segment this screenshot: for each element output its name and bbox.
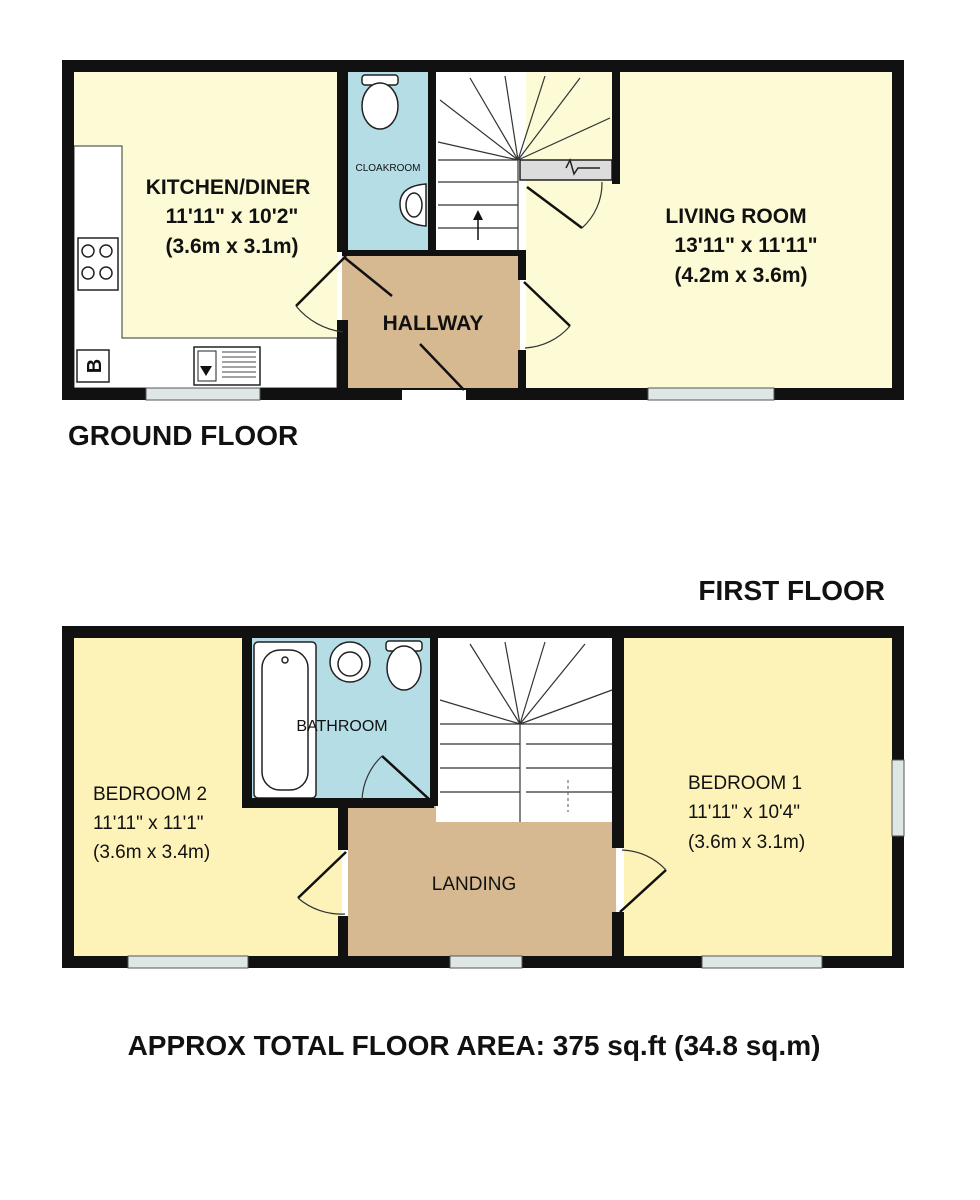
ground-floor-title: GROUND FLOOR <box>68 420 299 451</box>
bathroom-toilet-icon <box>386 641 422 690</box>
bedroom-1-front-window <box>702 956 822 968</box>
total-floor-area: APPROX TOTAL FLOOR AREA: 375 sq.ft (34.8 sq.m) <box>127 1030 821 1061</box>
living-room-size-imperial: 13'11" x 11'11" <box>674 234 818 257</box>
kitchen-window <box>146 388 260 400</box>
stair-cupboard <box>520 160 612 180</box>
bedroom-2-window <box>128 956 248 968</box>
bathroom-basin-icon <box>330 642 370 682</box>
kitchen-diner-name: KITCHEN/DINER <box>145 176 311 199</box>
living-room-name: LIVING ROOM <box>665 205 807 228</box>
bathroom-name: BATHROOM <box>296 718 388 735</box>
boiler-label: B <box>84 358 106 374</box>
living-room-window <box>648 388 774 400</box>
living-room-floor <box>526 72 892 388</box>
bedroom-2-size-imperial: 11'11" x 11'1" <box>93 813 204 834</box>
landing-name: LANDING <box>431 874 517 895</box>
bedroom-1-name: BEDROOM 1 <box>688 773 803 794</box>
cloakroom-name: CLOAKROOM <box>355 163 421 174</box>
hob-icon <box>78 238 118 290</box>
bedroom-1-floor <box>624 638 892 956</box>
bedroom-2-size-metric: (3.6m x 3.4m) <box>93 842 211 863</box>
first-stairs-floor <box>436 638 616 822</box>
landing-window <box>450 956 522 968</box>
bedroom-2-name: BEDROOM 2 <box>93 784 208 805</box>
living-room-size-metric: (4.2m x 3.6m) <box>674 264 808 287</box>
first-floor-title: FIRST FLOOR <box>698 575 885 606</box>
kitchen-diner-size-imperial: 11'11" x 10'2" <box>165 205 299 228</box>
kitchen-sink-icon <box>194 347 260 385</box>
front-door-opening <box>402 390 466 400</box>
kitchen-diner-size-metric: (3.6m x 3.1m) <box>165 235 299 258</box>
ground-floor-plan <box>62 60 904 451</box>
bedroom-1-size-imperial: 11'11" x 10'4" <box>688 802 800 823</box>
boiler-icon <box>77 350 109 382</box>
bedroom-1-side-window <box>892 760 904 836</box>
first-floor-plan <box>62 575 904 968</box>
hallway-name: HALLWAY <box>382 312 484 335</box>
toilet-icon <box>362 75 398 129</box>
bedroom-1-size-metric: (3.6m x 3.1m) <box>688 832 806 853</box>
